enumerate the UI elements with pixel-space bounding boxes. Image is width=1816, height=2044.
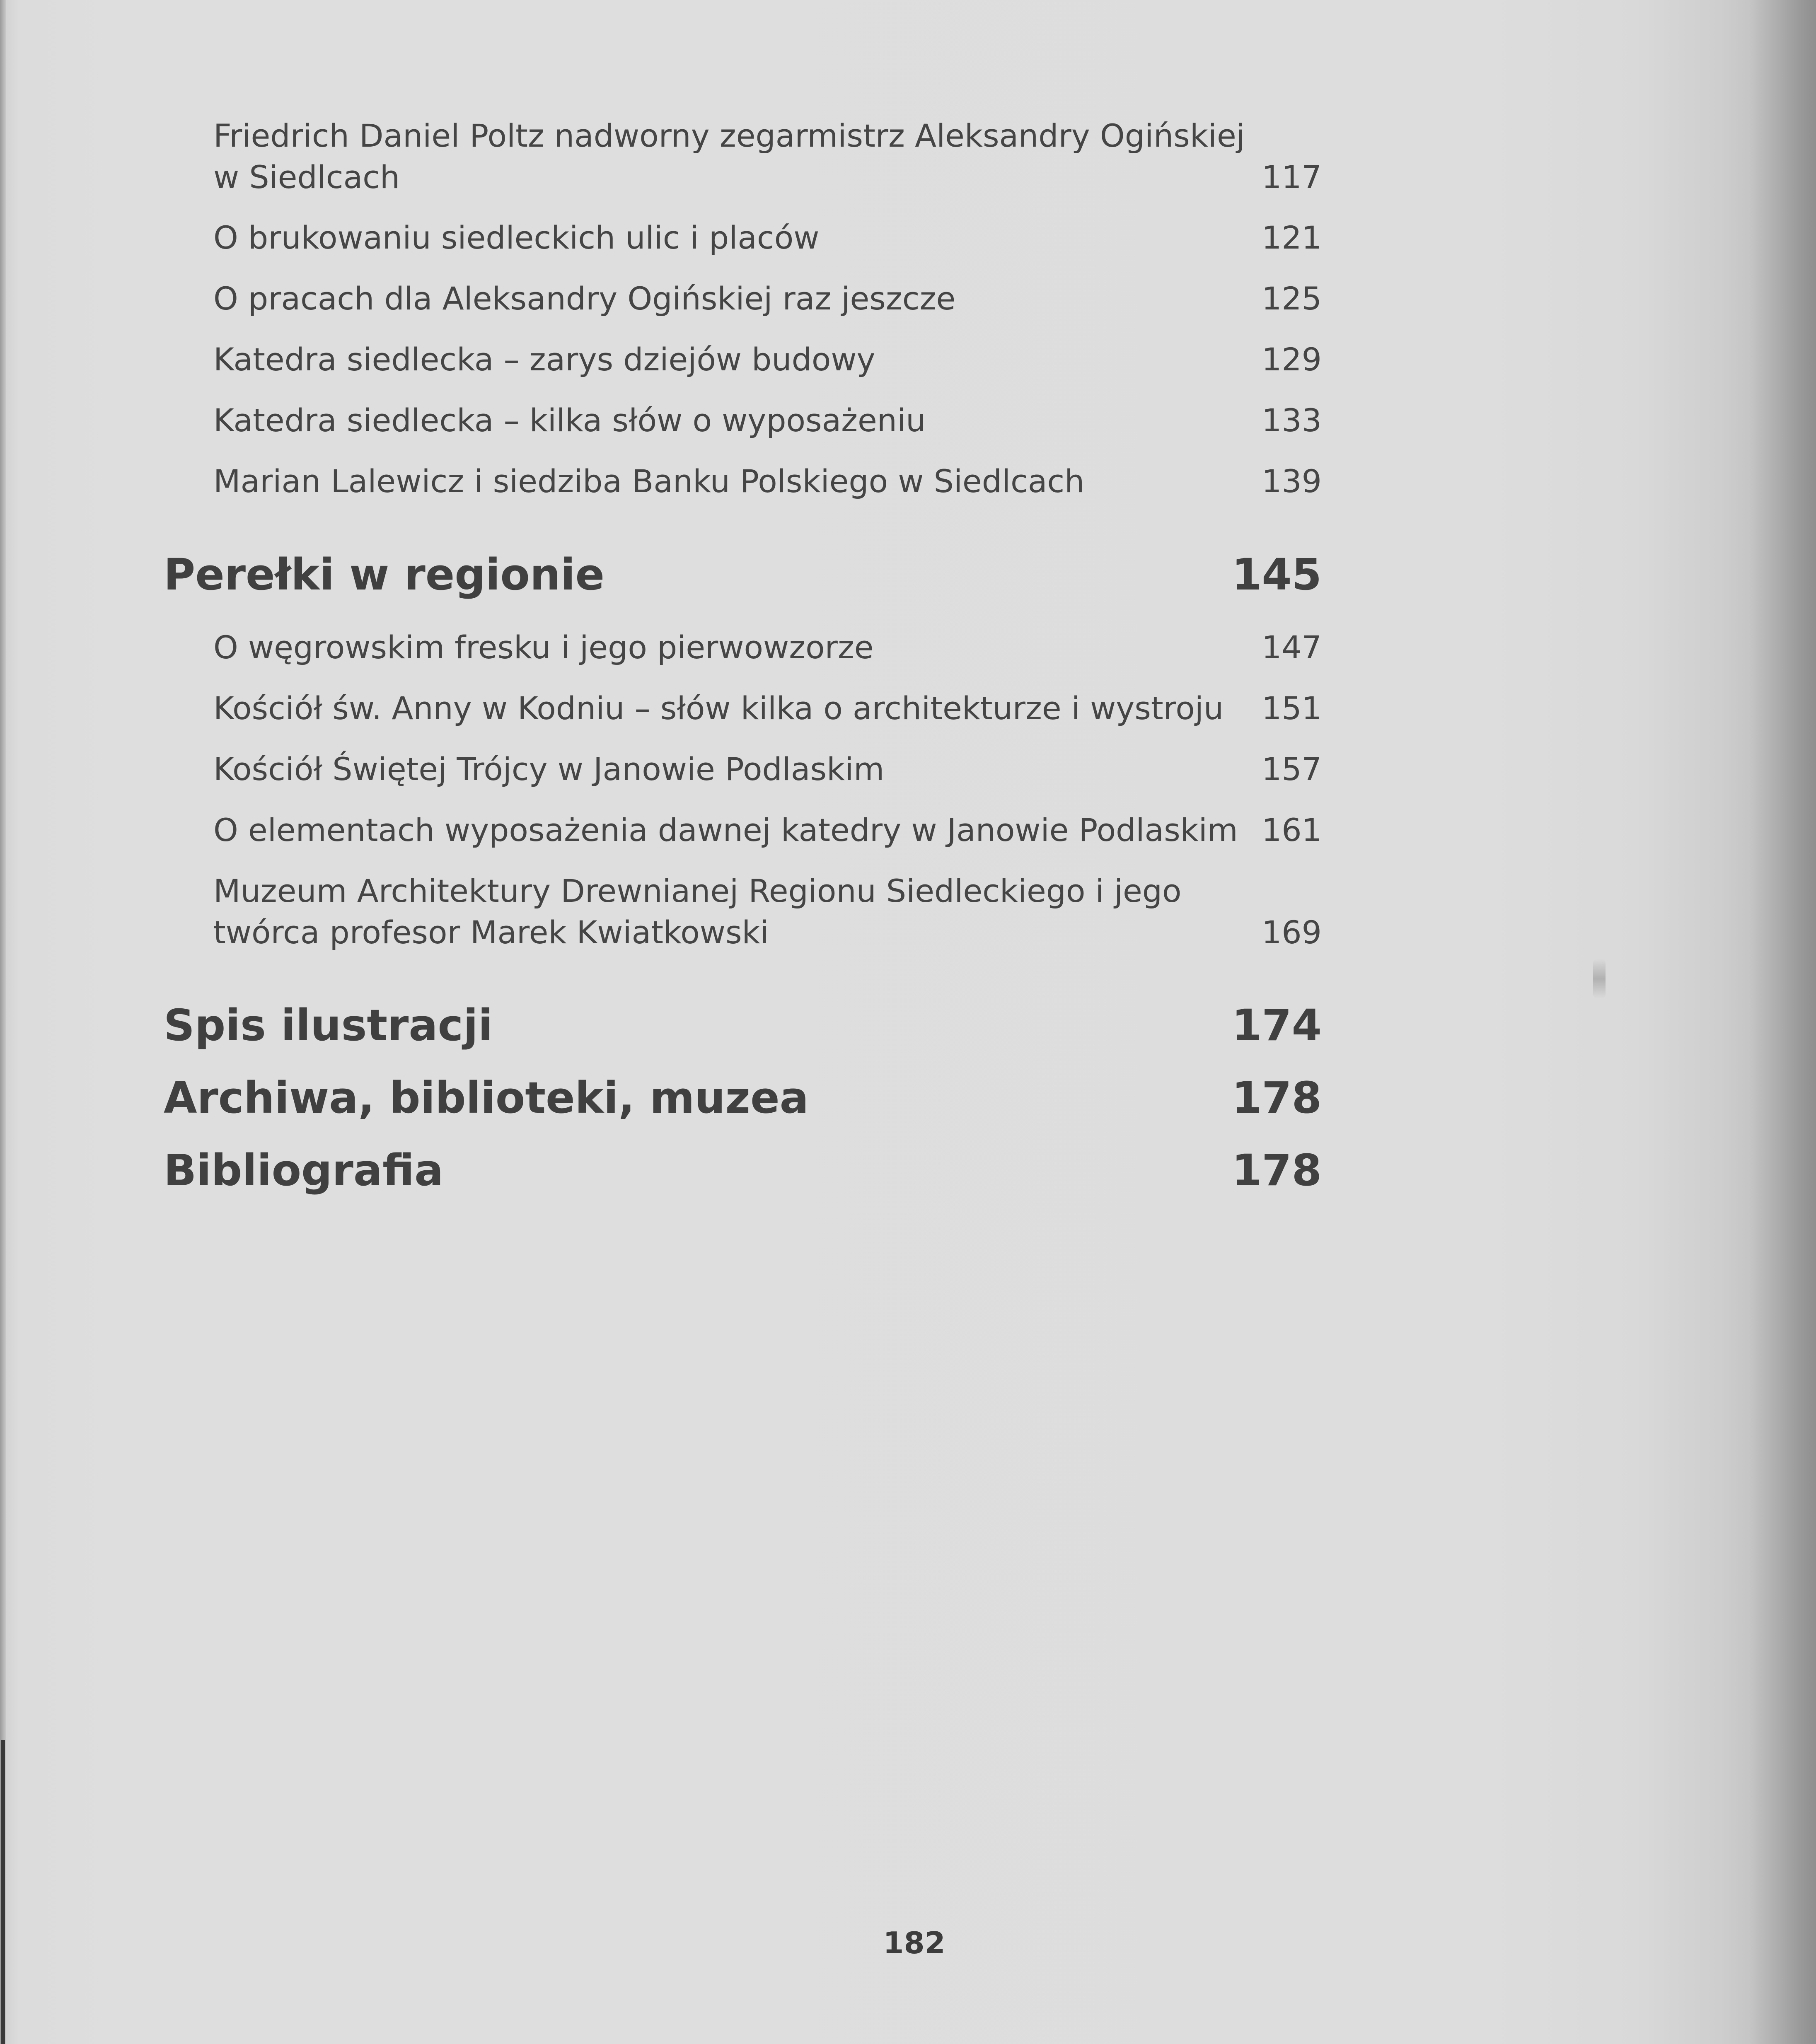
- toc-entry-page: 139: [1261, 463, 1322, 500]
- toc-entry: [213, 688, 1322, 729]
- page-gutter-edge: [0, 0, 6, 2044]
- scan-edge-mark: [1, 1740, 5, 2044]
- toc-entry-title: Kościół Świętej Trójcy w Janowie Podlaskim: [213, 751, 885, 788]
- toc-entry-title: O brukowaniu siedleckich ulic i placów: [213, 219, 820, 256]
- toc-entry-page: 133: [1261, 402, 1322, 439]
- toc-entry: [213, 627, 1322, 668]
- toc-section-page: 174: [1231, 1000, 1322, 1051]
- toc-entry-page: 129: [1261, 341, 1322, 378]
- toc-section-title: Bibliografia: [164, 1145, 444, 1196]
- scan-speck: [1593, 959, 1606, 998]
- toc-entry: [213, 870, 1322, 953]
- toc-entry: [213, 749, 1322, 790]
- toc-entry-title: O węgrowskim fresku i jego pierwowzorze: [213, 629, 874, 666]
- toc-entry-page: 157: [1261, 751, 1322, 788]
- toc-section-title: Archiwa, biblioteki, muzea: [164, 1073, 809, 1123]
- toc-entry: [213, 217, 1322, 259]
- toc-entry-page: 151: [1261, 690, 1322, 727]
- toc-section-heading: [164, 998, 1322, 1052]
- toc-entry-page: 169: [1261, 914, 1322, 951]
- page-number: 182: [883, 1926, 945, 1960]
- toc-entry-title: Katedra siedlecka – zarys dziejów budowy: [213, 341, 875, 378]
- toc-entry-title: Muzeum Architektury Drewnianej Regionu Siedleckiego i jego twórca profesor Marek Kwiatkowski: [213, 872, 1182, 951]
- toc-entry: [213, 809, 1322, 851]
- toc-section-title: Perełki w regionie: [164, 549, 605, 600]
- toc-entry-page: 161: [1261, 812, 1322, 848]
- toc-entry-page: 117: [1261, 159, 1322, 196]
- toc-section-title: Spis ilustracji: [164, 1000, 493, 1051]
- toc-section-page: 145: [1231, 549, 1322, 600]
- toc-entry-page: 121: [1261, 219, 1322, 256]
- toc-entry-title: O pracach dla Aleksandry Ogińskiej raz jeszcze: [213, 280, 956, 317]
- toc-entry-title: Friedrich Daniel Poltz nadworny zegarmistrz Aleksandry Ogińskiej w Siedlcach: [213, 117, 1245, 196]
- toc-entry-page: 147: [1261, 629, 1322, 666]
- toc-entry-title: Katedra siedlecka – kilka słów o wyposażeniu: [213, 402, 926, 439]
- page-curl-shadow: [1750, 0, 1816, 2044]
- toc-entry: [213, 400, 1322, 441]
- toc-entry-title: Kościół św. Anny w Kodniu – słów kilka o architekturze i wystroju: [213, 690, 1224, 727]
- toc-entry: [213, 278, 1322, 319]
- toc-entry-title: Marian Lalewicz i siedziba Banku Polskiego w Siedlcach: [213, 463, 1085, 500]
- toc-section-page: 178: [1231, 1145, 1322, 1196]
- toc-entry: [213, 339, 1322, 380]
- toc-section-page: 178: [1231, 1073, 1322, 1123]
- toc-section-heading: [164, 1071, 1322, 1125]
- toc-entry: [213, 115, 1322, 198]
- toc-entry-title: O elementach wyposażenia dawnej katedry w Janowie Podlaskim: [213, 812, 1238, 848]
- toc-entry: [213, 461, 1322, 502]
- toc-section-heading: [164, 1143, 1322, 1197]
- toc-section-heading: [164, 548, 1322, 602]
- toc-entry-page: 125: [1261, 280, 1322, 317]
